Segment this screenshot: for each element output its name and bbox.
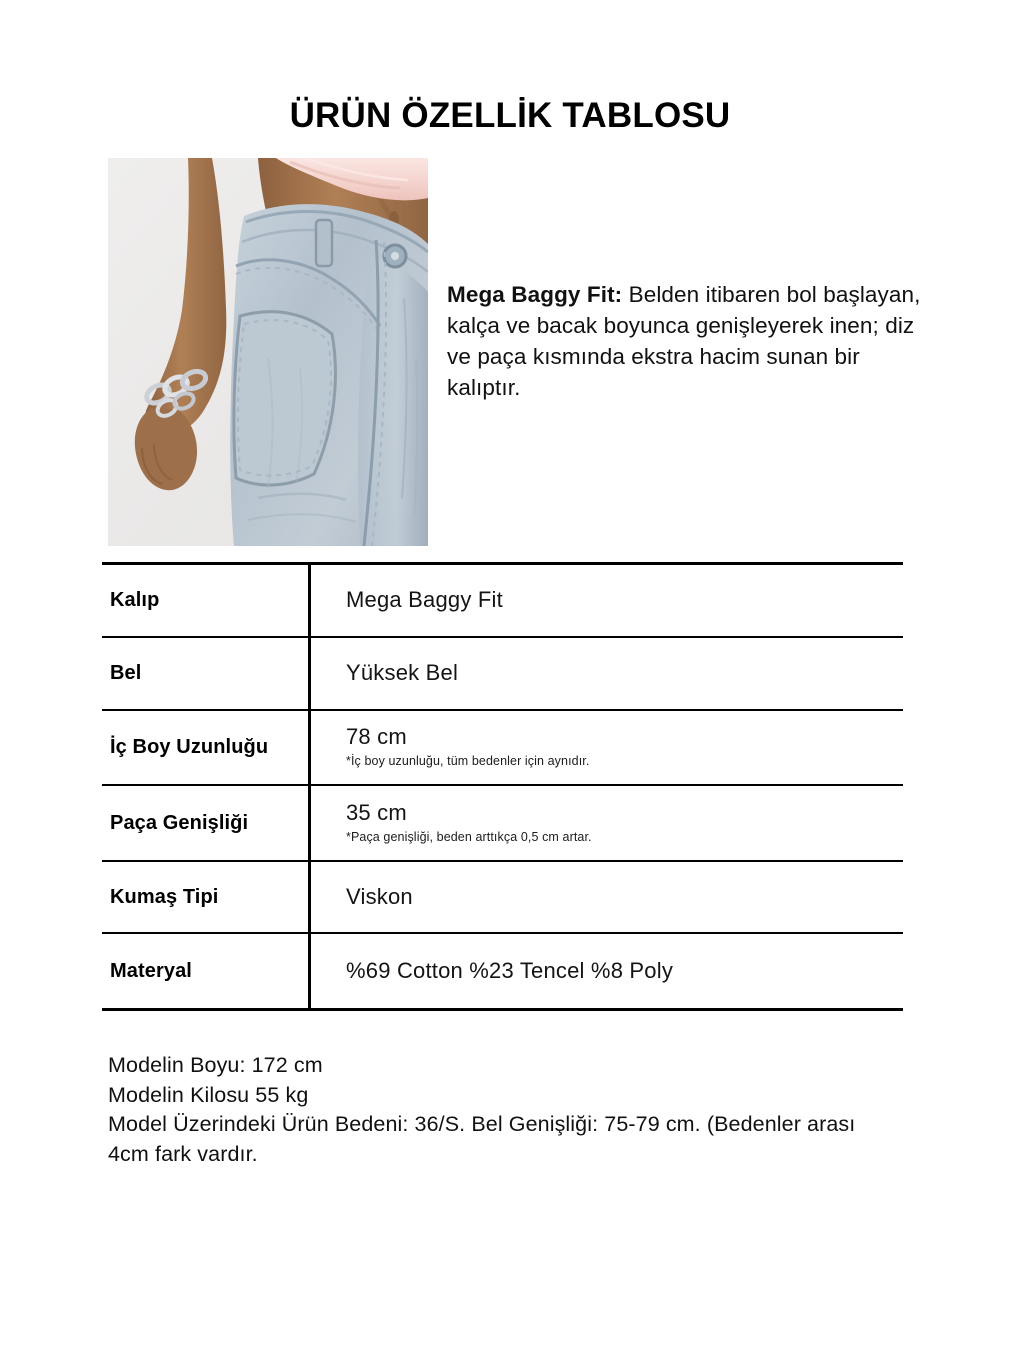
spec-value-note: *İç boy uzunluğu, tüm bedenler için aynıdır.: [346, 754, 590, 769]
product-photo-illustration: [108, 158, 428, 546]
spec-value: [308, 724, 903, 771]
spec-table-rows: [102, 565, 903, 1008]
spec-value: [308, 884, 903, 911]
table-row: [102, 711, 903, 784]
spec-label: İç Boy Uzunluğu: [110, 736, 269, 758]
table-row: [102, 638, 903, 709]
spec-value-note: *Paça genişliği, beden arttıkça 0,5 cm artar.: [346, 829, 592, 844]
model-height-line: Modelin Boyu: 172 cm: [108, 1053, 323, 1077]
product-photo: [108, 158, 428, 546]
spec-value: [308, 660, 903, 687]
spec-table: [102, 562, 903, 1011]
fit-description: [447, 279, 925, 403]
spec-value: [308, 587, 903, 614]
spec-value-main: 78 cm: [346, 724, 407, 750]
spec-value-main: %69 Cotton %23 Tencel %8 Poly: [346, 957, 674, 983]
table-row: [102, 934, 903, 1008]
model-weight-line: Modelin Kilosu 55 kg: [108, 1082, 309, 1107]
model-size-line: Model Üzerindeki Ürün Bedeni: 36/S. Bel Genişliği: 75-79 cm. (Bedenler arası 4cm fark vardır.: [108, 1112, 856, 1166]
spec-value-main: Yüksek Bel: [346, 660, 459, 686]
spec-value-main: Mega Baggy Fit: [346, 587, 503, 613]
spec-label: Kumaş Tipi: [110, 885, 219, 908]
spec-label: Paça Genişliği: [110, 811, 249, 834]
spec-label: Bel: [110, 662, 142, 684]
spec-label: Kalıp: [110, 589, 160, 611]
spec-value: [308, 958, 903, 985]
spec-value: [308, 800, 903, 847]
fit-description-body: Belden itibaren bol başlayan, kalça ve bacak boyunca genişleyerek inen; diz ve paça kısmında ekstra hacim sunan bir kalıptır.: [447, 282, 921, 400]
table-bottom-rule: [102, 1008, 903, 1011]
model-info-footer: [108, 1051, 898, 1169]
table-row: [102, 786, 903, 860]
table-column-divider: [308, 565, 311, 1008]
spec-label: Materyal: [110, 959, 192, 982]
spec-value-main: Viskon: [346, 883, 413, 909]
fit-description-lead: Mega Baggy Fit:: [447, 282, 623, 307]
spec-value-main: 35 cm: [346, 799, 407, 825]
table-row: [102, 565, 903, 636]
table-row: [102, 862, 903, 932]
page-title: ÜRÜN ÖZELLİK TABLOSU: [289, 96, 731, 135]
